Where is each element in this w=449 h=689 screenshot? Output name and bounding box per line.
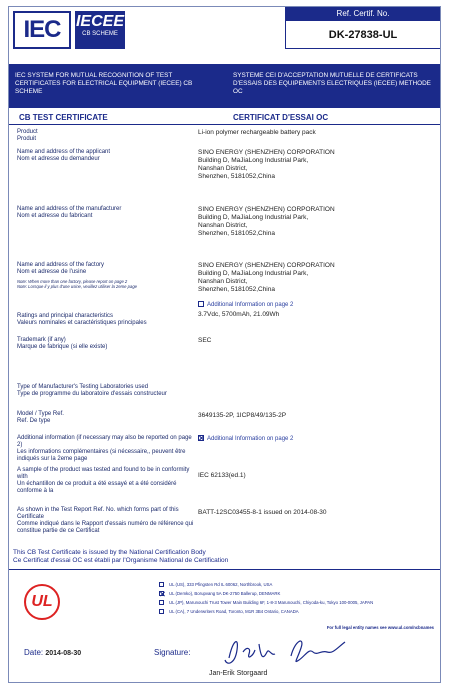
factory-label-en: Name and address of the factory bbox=[17, 262, 105, 268]
header bbox=[9, 7, 440, 57]
applicant-line: Building D, MaJiaLong Industrial Park, bbox=[198, 157, 309, 164]
test-report-label-fr: Comme indiqué dans le Rapport d'essais numéro de référence qui constitue partie de ce Certificat bbox=[17, 521, 194, 534]
sample-standard-value: IEC 62133(ed.1) bbox=[198, 472, 246, 479]
trademark-label-fr: Marque de fabrique (si elle existe) bbox=[17, 344, 108, 350]
ncb-list bbox=[159, 580, 439, 616]
product-label-fr: Produit bbox=[17, 136, 37, 142]
factory-note bbox=[17, 279, 195, 289]
additional-info-text: Additional Information on page 2 bbox=[207, 436, 294, 442]
factory-line: Nanshan District, bbox=[198, 278, 248, 285]
ratings-label bbox=[17, 313, 195, 327]
ratings-additional-checkbox[interactable] bbox=[198, 301, 204, 307]
ratings-additional-text: Additional Information on page 2 bbox=[207, 302, 294, 308]
iecee-logo-text: IECEE bbox=[75, 13, 124, 30]
manufacturer-line: Shenzhen, 5181052,China bbox=[198, 230, 275, 237]
factory-line: SINO ENERGY (SHENZHEN) CORPORATION bbox=[198, 262, 335, 269]
factory-note-fr: Note: Lorsque il y plus d'une usine, veuillez utiliser la 2eme page bbox=[17, 284, 137, 289]
model-label-fr: Ref. De type bbox=[17, 418, 51, 424]
testing-labs-label bbox=[17, 384, 195, 398]
certificate bbox=[8, 6, 441, 683]
ncb-text: UL (Demko), Borupvang 5A DK-2750 Ballerup, DENMARK bbox=[169, 591, 281, 596]
manufacturer-label-fr: Nom et adresse du fabricant bbox=[17, 213, 93, 219]
ratings-label-en: Ratings and principal characteristics bbox=[17, 313, 114, 319]
test-report-value: BATT-12SC03455-8-1 issued on 2014-08-30 bbox=[198, 509, 327, 516]
ncb-item[interactable] bbox=[159, 580, 439, 589]
issued-statement bbox=[9, 549, 440, 565]
ncb-checkbox[interactable] bbox=[159, 582, 164, 587]
additional-info-label bbox=[17, 435, 195, 463]
applicant-label-en: Name and address of the applicant bbox=[17, 149, 111, 155]
additional-info-label-fr: Les informations complémentaires (si nécessaire,, peuvent être indiqués sur la 2eme page bbox=[17, 449, 186, 462]
applicant-line: SINO ENERGY (SHENZHEN) CORPORATION bbox=[198, 149, 335, 156]
ul-logo: UL bbox=[24, 584, 60, 620]
ncb-item[interactable] bbox=[159, 589, 439, 598]
factory-label bbox=[17, 262, 195, 276]
additional-info-label-en: Additional information (if necessary may also be reported on page 2) bbox=[17, 435, 192, 448]
product-value: Li-ion polymer rechargeable battery pack bbox=[198, 129, 316, 136]
date-value: 2014-08-30 bbox=[45, 650, 82, 657]
reference-label: Ref. Certif. No. bbox=[286, 7, 440, 21]
title-en: CB TEST CERTIFICATE bbox=[19, 113, 108, 122]
reference-number: DK-27838-UL bbox=[286, 21, 440, 49]
signer-name: Jan-Erik Storgaard bbox=[209, 670, 268, 677]
sample-label bbox=[17, 467, 195, 495]
ratings-additional-info[interactable] bbox=[198, 301, 436, 309]
ncb-text: UL (US), 333 Pfingsten Rd IL 60062, Northbrook, USA bbox=[169, 582, 273, 587]
applicant-line: Shenzhen, 5181052,China bbox=[198, 173, 275, 180]
issued-statement-fr: Ce Certificat d'essai OC est établi par l'Organisme National de Certification bbox=[13, 557, 229, 564]
factory-line: Building D, MaJiaLong Industrial Park, bbox=[198, 270, 309, 277]
reference-box bbox=[285, 7, 440, 49]
manufacturer-line: SINO ENERGY (SHENZHEN) CORPORATION bbox=[198, 206, 335, 213]
system-band bbox=[9, 64, 440, 108]
model-label-en: Model / Type Ref. bbox=[17, 411, 64, 417]
model-value: 3649135-2P, 1ICP8/49/135-2P bbox=[198, 412, 287, 419]
ratings-value: 3.7Vdc, 5700mAh, 21.09Wh bbox=[198, 311, 280, 318]
test-report-label-en: As shown in the Test Report Ref. No. which forms part of this Certificate bbox=[17, 507, 179, 520]
additional-info-value[interactable] bbox=[198, 435, 436, 443]
test-report-label bbox=[17, 507, 195, 535]
sample-label-en: A sample of the product was tested and found to be in conformity with bbox=[17, 467, 190, 480]
title-fr: CERTIFICAT D'ESSAI OC bbox=[233, 113, 329, 122]
ncb-item[interactable] bbox=[159, 598, 439, 607]
applicant-label-fr: Nom et adresse du demandeur bbox=[17, 156, 100, 162]
ratings-label-fr: Valeurs nominales et caractéristiques principales bbox=[17, 320, 147, 326]
applicant-line: Nanshan District, bbox=[198, 165, 248, 172]
ncb-checkbox[interactable] bbox=[159, 609, 164, 614]
factory-value bbox=[198, 262, 436, 294]
issued-statement-en: This CB Test Certificate is issued by the National Certification Body bbox=[13, 549, 206, 556]
testing-labs-label-en: Type of Manufacturer's Testing Laboratories used bbox=[17, 384, 149, 390]
certificate-titles bbox=[9, 111, 440, 125]
manufacturer-line: Nanshan District, bbox=[198, 222, 248, 229]
product-label-en: Product bbox=[17, 129, 38, 135]
applicant-label bbox=[17, 149, 195, 163]
manufacturer-label-en: Name and address of the manufacturer bbox=[17, 206, 122, 212]
trademark-label-en: Trademark (if any) bbox=[17, 337, 66, 343]
system-band-fr: SYSTEME CEI D'ACCEPTATION MUTUELLE DE CERTIFICATS D'ESSAIS DES EQUIPEMENTS ELECTRIQUES (IECEE) METHODE OC bbox=[233, 72, 431, 95]
iecee-logo bbox=[75, 11, 125, 49]
sample-label-fr: Un échantillon de ce produit a été essayé et a été considéré conforme à la bbox=[17, 481, 177, 494]
ncb-checkbox[interactable] bbox=[159, 600, 164, 605]
date-label: Date: bbox=[24, 648, 44, 657]
manufacturer-label bbox=[17, 206, 195, 220]
iec-logo: IEC bbox=[13, 11, 71, 49]
ncb-item[interactable] bbox=[159, 607, 439, 616]
ncb-text: UL (CA), 7 Underwriters Road, Toronto, M1R 3B4 Ontario, CANADA bbox=[169, 609, 299, 614]
testing-labs-label-fr: Type de programme du laboratoire d'essais constructeur bbox=[17, 391, 167, 397]
iecee-logo-subtext: CB SCHEME bbox=[82, 31, 118, 37]
signature-label: Signature: bbox=[154, 648, 191, 657]
manufacturer-line: Building D, MaJiaLong Industrial Park, bbox=[198, 214, 309, 221]
footer bbox=[9, 569, 440, 683]
manufacturer-value bbox=[198, 206, 436, 238]
product-label bbox=[17, 129, 195, 143]
legal-note: For full legal entity names see www.ul.com/ncbnames bbox=[326, 625, 434, 630]
ncb-checkbox[interactable] bbox=[159, 591, 164, 596]
trademark-value: SEC bbox=[198, 337, 212, 344]
date bbox=[24, 648, 81, 657]
applicant-value bbox=[198, 149, 436, 181]
additional-info-checkbox[interactable] bbox=[198, 435, 204, 441]
factory-label-fr: Nom et adresse de l'usine bbox=[17, 269, 87, 275]
system-band-en: IEC SYSTEM FOR MUTUAL RECOGNITION OF TEST CERTIFICATES FOR ELECTRICAL EQUIPMENT (IECEE) CB SCHEME bbox=[15, 72, 193, 95]
model-label bbox=[17, 411, 195, 425]
factory-line: Shenzhen, 5181052,China bbox=[198, 286, 275, 293]
factory-note-en: Note: When more than one factory, please report on page 2 bbox=[17, 279, 128, 284]
trademark-label bbox=[17, 337, 195, 351]
signature-image bbox=[209, 630, 359, 670]
ncb-text: UL (JP), Marunouchi Trust Tower Main Building 6F, 1-8-3 Marunouchi, Chiyoda-ku, Tokyo 100-0005, JAPAN bbox=[169, 600, 374, 605]
